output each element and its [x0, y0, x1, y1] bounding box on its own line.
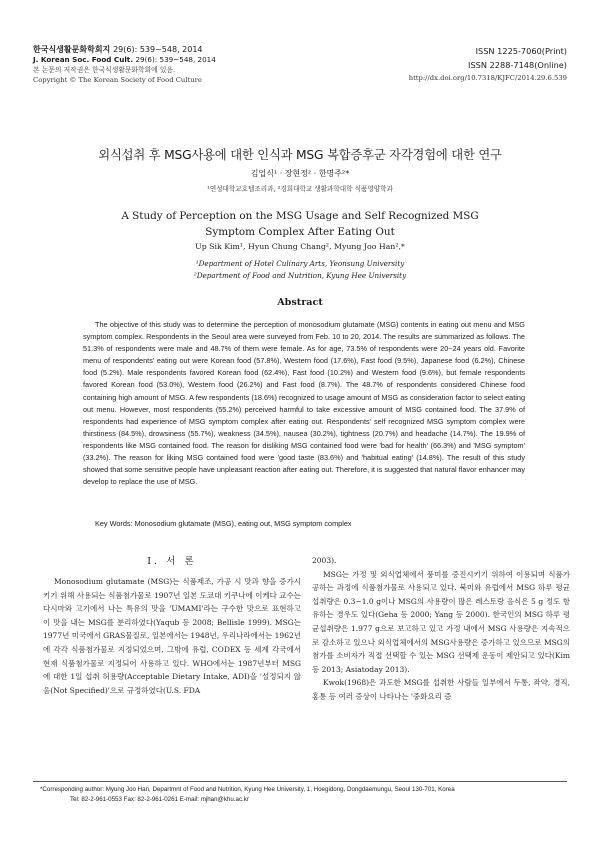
paper-title-en-line2: Symptom Complex After Eating Out — [205, 226, 395, 238]
footnote-divider — [33, 781, 567, 782]
body-paragraph: MSG는 가정 및 외식업체에서 풍미를 증진시키기 위하여 이용되며 식품가공하는 과정에 식품첨가물로 사용되고 있다. 북미와 유럽에서 MSG 하루 평균섭취량은 0.3~1.0 g이나 MSG의 사용량이 많은 레스토랑 음식은 5 g 정도 함유하는 경우도 있다(Geha 등 2000; Yang 등 2000). 한국인의 MSG 하루 평균섭취량은 1.977 g으로 보고하고 있고 가정 내에서 MSG 사용량은 지속적으로 감소하고 있으나 외식업체에서의 MSG사용량은 증가하고 있으므로 MSG의 첨가를 소비자가 직접 선택할 수 있는 MSG 선택제 운동이 제안되고 있다(Kim 등 2013; Asiatoday 2013). — [312, 569, 570, 674]
journal-name-en: J. Korean Soc. Food Cult. 29(6): 539~548, 2014 — [33, 55, 216, 64]
body-paragraph: Kwok(1968)은 과도한 MSG를 섭취한 사람들 일부에서 두통, 좌약, 경직, 홍통 등 여러 증상이 나타나는 '중화요리 증 — [312, 678, 570, 701]
authors-ko: 김업식¹ · 장현정² · 한명주²* — [250, 169, 350, 178]
footnote-line-1: *Corresponding author: Myung Joo Han, Departmnt of Food and Nutrition, Kyung Hee University, 1, Hoegidong, Dongdaemungu, Seoul 130-701, Korea — [40, 786, 455, 793]
authors-en: Up Sik Kim¹, Hyun Chung Chang², Myung Joo Han²,* — [195, 242, 405, 251]
footnote-line-2: Tel: 82-2-961-0553 Fax: 82-2-961-0261 E-mail: mjhan@khu.ac.kr — [70, 796, 249, 803]
section-heading-introduction: Ⅰ. 서 론 — [147, 556, 197, 567]
issn-print: ISSN 1225-7060(Print) — [475, 46, 567, 56]
journal-name-ko: 한국식생활문화학회지 29(6): 539~548, 2014 — [33, 45, 203, 54]
body-paragraph: Monosodium glutamate (MSG)는 식품제조, 가공 시 맛과 향을 증가시키기 위해 사용되는 식품첨가물로 1907년 일본 도쿄대 키쿠나에 이케다 교수는 다시마와 고기에서 나는 특유의 맛을 'UMAMI'라는 구수한 맛으로 표현하고 이 맛을 내는 MSG를 분리하였다(Yaqub 등 2008; Bellisle 1999). MSG는 1977년 미국에서 GRAS물질로, 일본에서는 1948년, 우리나라에서는 1962년에 각각 식품첨가물로 지정되었으며, 그밖에 유럽, CODEX 등 세계 각국에서 현재 식품첨가물로 지정되어 사용하고 있다. WHO에서는 1987년부터 MSG에 대한 1일 섭취 허용량(Acceptable Dietary Intake, ADI)을 '설정되지 않음(Not Specified)'으로 규정하였다(U.S. FDA — [43, 577, 301, 695]
paper-title-ko: 외식섭취 후 MSG사용에 대한 인식과 MSG 복합증후군 자각경험에 대한 연구 — [98, 148, 502, 162]
affiliation-1: ¹Department of Hotel Culinary Arts, Yeonsung University — [195, 259, 405, 268]
affiliation-2: ²Department of Food and Nutrition, Kyung Hee University — [193, 270, 407, 280]
abstract-body: The objective of this study was to determine the perception of monosodium glutamate (MSG) contents in eating out menu and MSG symptom complex. Respondents in the Seoul area were surveyed from Feb. 10 to 20, 2014. The results are summarized as follows. The 51.3% of respondents were male and 48.7% of them were female. As for age, 73.5% of respondents were 20~24 years old. Favorite menu of respondents' eating out were Korean food (57.8%), Western food (17.6%), Fast food (9.5%), Japanese food (6.2%), Chinese food (5.2%). Male respondents favored Korean food (62.4%), Fast food (10.2%) and Western food (9.6%), but female respondents favored Korean food (53.0%), Western food (26.2%) and Fast food (8.7%). The 48.7% of respondents considered Chinese food containing high amount of MSG. A few respondents (18.6%) recognized to usage amount of MSG as consideration factor to select eating out menu. However, most respondents (55.2%) perceived harmful to take excessive amount of MSG contained food. The 37.9% of respondents had experience of MSG symptom complex after eating out. Respondents' self recognized MSG symptom complex were thirstiness (84.5%), drowsiness (55.7%), weakness (34.5%), nausea (30.2%), tightness (20.7%) and headache (14.7%). The 19.9% of respondents like MSG contained food. The reason for disliking MSG contained food were 'bad for health' (66.3%) and 'MSG symptom' (33.2%). The reason for liking MSG contained food were 'good taste (83.6%) and 'habitual eating' (14.8%). The result of this study showed that some sensitive people have unpleasant reaction after eating out. Therefore, it is suggested that natural flavor enhancer may develop to replace the use of MSG. — [83, 320, 525, 487]
copyright-line: Copyright © The Korean Society of Food Culture — [33, 76, 202, 84]
paper-title-en — [0, 208, 600, 240]
abstract-heading: Abstract — [277, 297, 323, 308]
body-column-right — [312, 554, 570, 704]
journal-volume-en: 29(6): 539~548, 2014 — [135, 55, 216, 64]
corresponding-author-footnote — [40, 785, 570, 805]
body-column-left — [43, 575, 301, 697]
doi-link[interactable]: http://dx.doi.org/10.7318/KJFC/2014.29.6.539 — [408, 74, 567, 82]
affiliations-en — [0, 258, 600, 281]
copyright-note-ko: 본 논문의 저작권은 한국식생활문화학회에 있음. — [33, 66, 176, 74]
issn-online: ISSN 2288-7148(Online) — [468, 60, 567, 70]
affiliations-ko: ¹연성대학교호텔조리과, ²경희대학교 생활과학대학 식품영양학과 — [207, 185, 393, 193]
body-paragraph-continued: 2003). — [312, 556, 337, 565]
keywords: Key Words: Monosodium glutamate (MSG), eating out, MSG symptom complex — [95, 519, 352, 528]
paper-title-en-line1: A Study of Perception on the MSG Usage and Self Recognized MSG — [121, 210, 479, 222]
journal-volume-ko: 29(6): 539~548, 2014 — [113, 45, 203, 54]
issn-block — [307, 44, 567, 84]
journal-header — [33, 44, 333, 85]
